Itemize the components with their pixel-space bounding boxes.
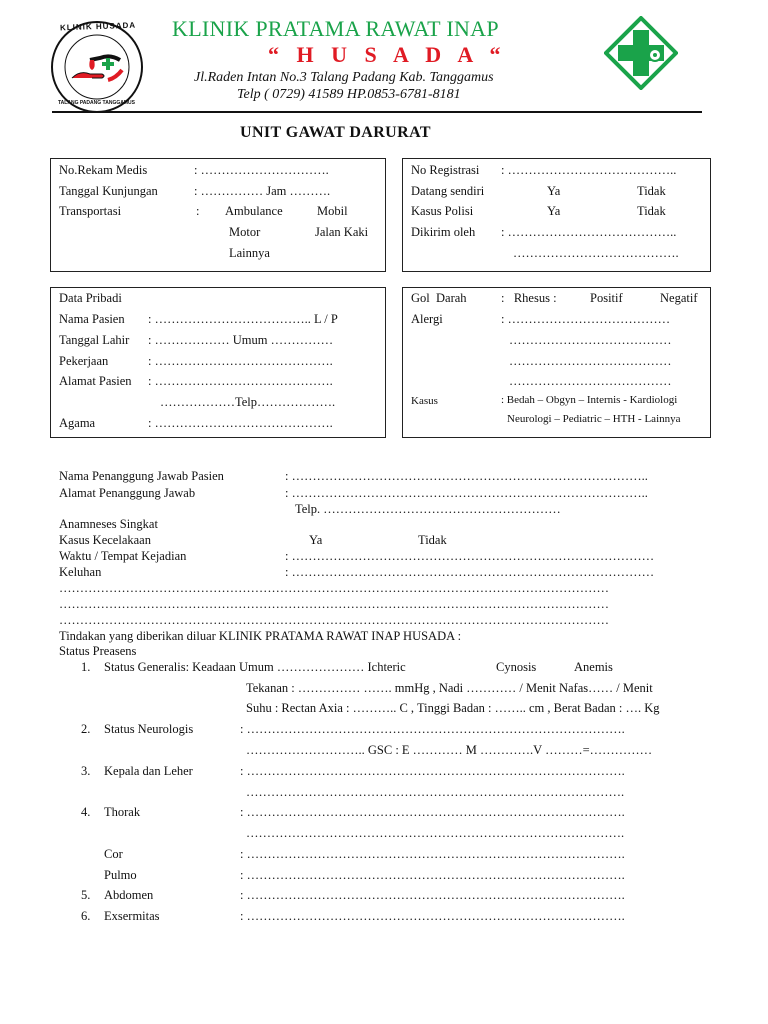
option-datang-ya[interactable]: Ya bbox=[547, 184, 561, 198]
label-no-rekam-medis: No.Rekam Medis bbox=[59, 163, 148, 177]
fill-kepala-leher[interactable]: : ………………………………………………………………………………. bbox=[240, 764, 625, 778]
fill-cor[interactable]: : ………………………………………………………………………………. bbox=[240, 847, 625, 861]
logo-text-top: KLINIK HUSADA bbox=[59, 20, 137, 33]
option-negatif[interactable]: Negatif bbox=[660, 291, 698, 305]
cross-icon bbox=[604, 16, 678, 90]
option-mobil[interactable]: Mobil bbox=[317, 204, 348, 218]
option-anemis[interactable]: Anemis bbox=[574, 660, 613, 674]
fill-alamat-pasien[interactable]: : ……………………………………. bbox=[148, 374, 333, 388]
fill-gsc[interactable]: ……………………….. GSC : E ………… M ………….V ………=…………… bbox=[246, 743, 653, 757]
fill-agama[interactable]: : ……………………………………. bbox=[148, 416, 333, 430]
fill-alamat-penanggung[interactable]: : ………………………………………………………………………….. bbox=[285, 486, 648, 500]
label-thorak: Thorak bbox=[104, 805, 141, 819]
label-exsermitas: Exsermitas bbox=[104, 909, 160, 923]
label-kasus-kecelakaan: Kasus Kecelakaan bbox=[59, 533, 151, 547]
option-kecelakaan-tidak[interactable]: Tidak bbox=[418, 533, 447, 547]
label-nama-pasien: Nama Pasien bbox=[59, 312, 125, 326]
fill-dikirim-2[interactable]: …………………………………. bbox=[513, 246, 679, 260]
label-alamat-penanggung: Alamat Penanggung Jawab bbox=[59, 486, 196, 500]
fill-tekanan[interactable]: Tekanan : …………… ……. mmHg , Nadi ………… / Menit Nafas…… / Menit bbox=[246, 681, 653, 695]
option-positif[interactable]: Positif bbox=[590, 291, 623, 305]
label-data-pribadi: Data Pribadi bbox=[59, 291, 122, 305]
fill-alergi-4[interactable]: ………………………………… bbox=[509, 374, 672, 388]
item-number: 1. bbox=[81, 660, 91, 674]
fill-telp-penanggung[interactable]: Telp. ………………………………………………… bbox=[295, 502, 561, 516]
option-cynosis[interactable]: Cynosis bbox=[496, 660, 537, 674]
kasus-list-1[interactable]: : Bedah – Obgyn – Internis - Kardiologi bbox=[501, 394, 678, 406]
label-pulmo: Pulmo bbox=[104, 868, 137, 882]
keluhan-line-3[interactable]: …………………………………………………………………………………………………………………… bbox=[59, 613, 609, 627]
label-transportasi: Transportasi bbox=[59, 204, 122, 218]
option-jalan-kaki[interactable]: Jalan Kaki bbox=[315, 225, 369, 239]
item-number: 2. bbox=[81, 722, 91, 736]
fill-nama-pasien[interactable]: : ……………………………….. L / P bbox=[148, 312, 338, 326]
option-polisi-tidak[interactable]: Tidak bbox=[637, 204, 666, 218]
fill-waktu-tempat[interactable]: : …………………………………………………………………………… bbox=[285, 549, 655, 563]
page-title: UNIT GAWAT DARURAT bbox=[240, 124, 431, 141]
item-number: 5. bbox=[81, 888, 91, 902]
logo-text-bottom: TALANG PADANG TANGGAMUS bbox=[58, 100, 135, 106]
label-rhesus: : Rhesus : bbox=[501, 291, 557, 305]
keluhan-line-2[interactable]: …………………………………………………………………………………………………………………… bbox=[59, 597, 609, 611]
label-waktu-tempat: Waktu / Tempat Kejadian bbox=[59, 549, 187, 563]
label-alamat-pasien: Alamat Pasien bbox=[59, 374, 132, 388]
label-status-preasens: Status Preasens bbox=[59, 644, 137, 658]
fill-kepala-leher-cont[interactable]: ………………………………………………………………………………. bbox=[246, 785, 625, 799]
keluhan-line-1[interactable]: …………………………………………………………………………………………………………………… bbox=[59, 581, 609, 595]
option-kecelakaan-ya[interactable]: Ya bbox=[309, 533, 323, 547]
colon: : bbox=[196, 204, 200, 218]
fill-neurologis[interactable]: : ………………………………………………………………………………. bbox=[240, 722, 625, 736]
clinic-phone: Telp ( 0729) 41589 HP.0853-6781-8181 bbox=[237, 87, 461, 102]
fill-keluhan[interactable]: : …………………………………………………………………………… bbox=[285, 565, 655, 579]
fill-pulmo[interactable]: : ………………………………………………………………………………. bbox=[240, 868, 625, 882]
fill-alergi-1[interactable]: : ………………………………… bbox=[501, 312, 671, 326]
label-cor: Cor bbox=[104, 847, 123, 861]
label-no-registrasi: No Registrasi bbox=[411, 163, 480, 177]
label-alergi: Alergi bbox=[411, 312, 443, 326]
fill-exsermitas[interactable]: : ………………………………………………………………………………. bbox=[240, 909, 625, 923]
option-datang-tidak[interactable]: Tidak bbox=[637, 184, 666, 198]
label-keluhan: Keluhan bbox=[59, 565, 102, 579]
option-motor[interactable]: Motor bbox=[229, 225, 261, 239]
fill-telp-pasien[interactable]: ………………Telp………………. bbox=[160, 395, 336, 409]
clinic-address: Jl.Raden Intan No.3 Talang Padang Kab. Tanggamus bbox=[194, 70, 494, 85]
fill-pekerjaan[interactable]: : ……………………………………. bbox=[148, 354, 333, 368]
label-tanggal-lahir: Tanggal Lahir bbox=[59, 333, 130, 347]
label-status-generalis: Status Generalis: Keadaan Umum ………………… Ichteric bbox=[104, 660, 406, 674]
option-lainnya[interactable]: Lainnya bbox=[229, 246, 270, 260]
fill-abdomen[interactable]: : ………………………………………………………………………………. bbox=[240, 888, 625, 902]
label-gol-darah: Gol Darah bbox=[411, 291, 467, 305]
label-kasus: Kasus bbox=[411, 395, 438, 407]
fill-alergi-3[interactable]: ………………………………… bbox=[509, 354, 672, 368]
kasus-list-2[interactable]: Neurologi – Pediatric – HTH - Lainnya bbox=[507, 413, 681, 425]
option-polisi-ya[interactable]: Ya bbox=[547, 204, 561, 218]
label-dikirim-oleh: Dikirim oleh bbox=[411, 225, 476, 239]
clinic-subtitle: “ H U S A D A “ bbox=[268, 42, 507, 67]
fill-thorak[interactable]: : ………………………………………………………………………………. bbox=[240, 805, 625, 819]
fill-suhu[interactable]: Suhu : Rectan Axia : ……….. C , Tinggi Badan : …….. cm , Berat Badan : …. Kg bbox=[246, 701, 660, 715]
option-ambulance[interactable]: Ambulance bbox=[225, 204, 283, 218]
label-abdomen: Abdomen bbox=[104, 888, 154, 902]
fill-alergi-2[interactable]: ………………………………… bbox=[509, 333, 672, 347]
item-number: 6. bbox=[81, 909, 91, 923]
fill-dikirim-1[interactable]: : ………………………………….. bbox=[501, 225, 677, 239]
fill-nama-penanggung[interactable]: : ………………………………………………………………………….. bbox=[285, 469, 648, 483]
label-kasus-polisi: Kasus Polisi bbox=[411, 204, 474, 218]
item-number: 3. bbox=[81, 764, 91, 778]
label-status-neurologis: Status Neurologis bbox=[104, 722, 194, 736]
label-agama: Agama bbox=[59, 416, 96, 430]
label-nama-penanggung: Nama Penanggung Jawab Pasien bbox=[59, 469, 224, 483]
label-tindakan: Tindakan yang diberikan diluar KLINIK PRATAMA RAWAT INAP HUSADA : bbox=[59, 629, 462, 643]
fill-thorak-cont[interactable]: ………………………………………………………………………………. bbox=[246, 826, 625, 840]
clinic-name: KLINIK PRATAMA RAWAT INAP bbox=[172, 16, 499, 41]
fill-tanggal-lahir[interactable]: : ……………… Umum …………… bbox=[148, 333, 334, 347]
header-divider bbox=[52, 111, 702, 113]
fill-tanggal-kunjungan[interactable]: : …………… Jam ………. bbox=[194, 184, 331, 198]
label-tanggal-kunjungan: Tanggal Kunjungan bbox=[59, 184, 158, 198]
item-number: 4. bbox=[81, 805, 91, 819]
label-anamneses: Anamneses Singkat bbox=[59, 517, 158, 531]
fill-no-registrasi[interactable]: : ………………………………….. bbox=[501, 163, 677, 177]
label-pekerjaan: Pekerjaan bbox=[59, 354, 109, 368]
fill-no-rekam-medis[interactable]: : …………………………. bbox=[194, 163, 329, 177]
label-datang-sendiri: Datang sendiri bbox=[411, 184, 485, 198]
label-kepala-leher: Kepala dan Leher bbox=[104, 764, 193, 778]
